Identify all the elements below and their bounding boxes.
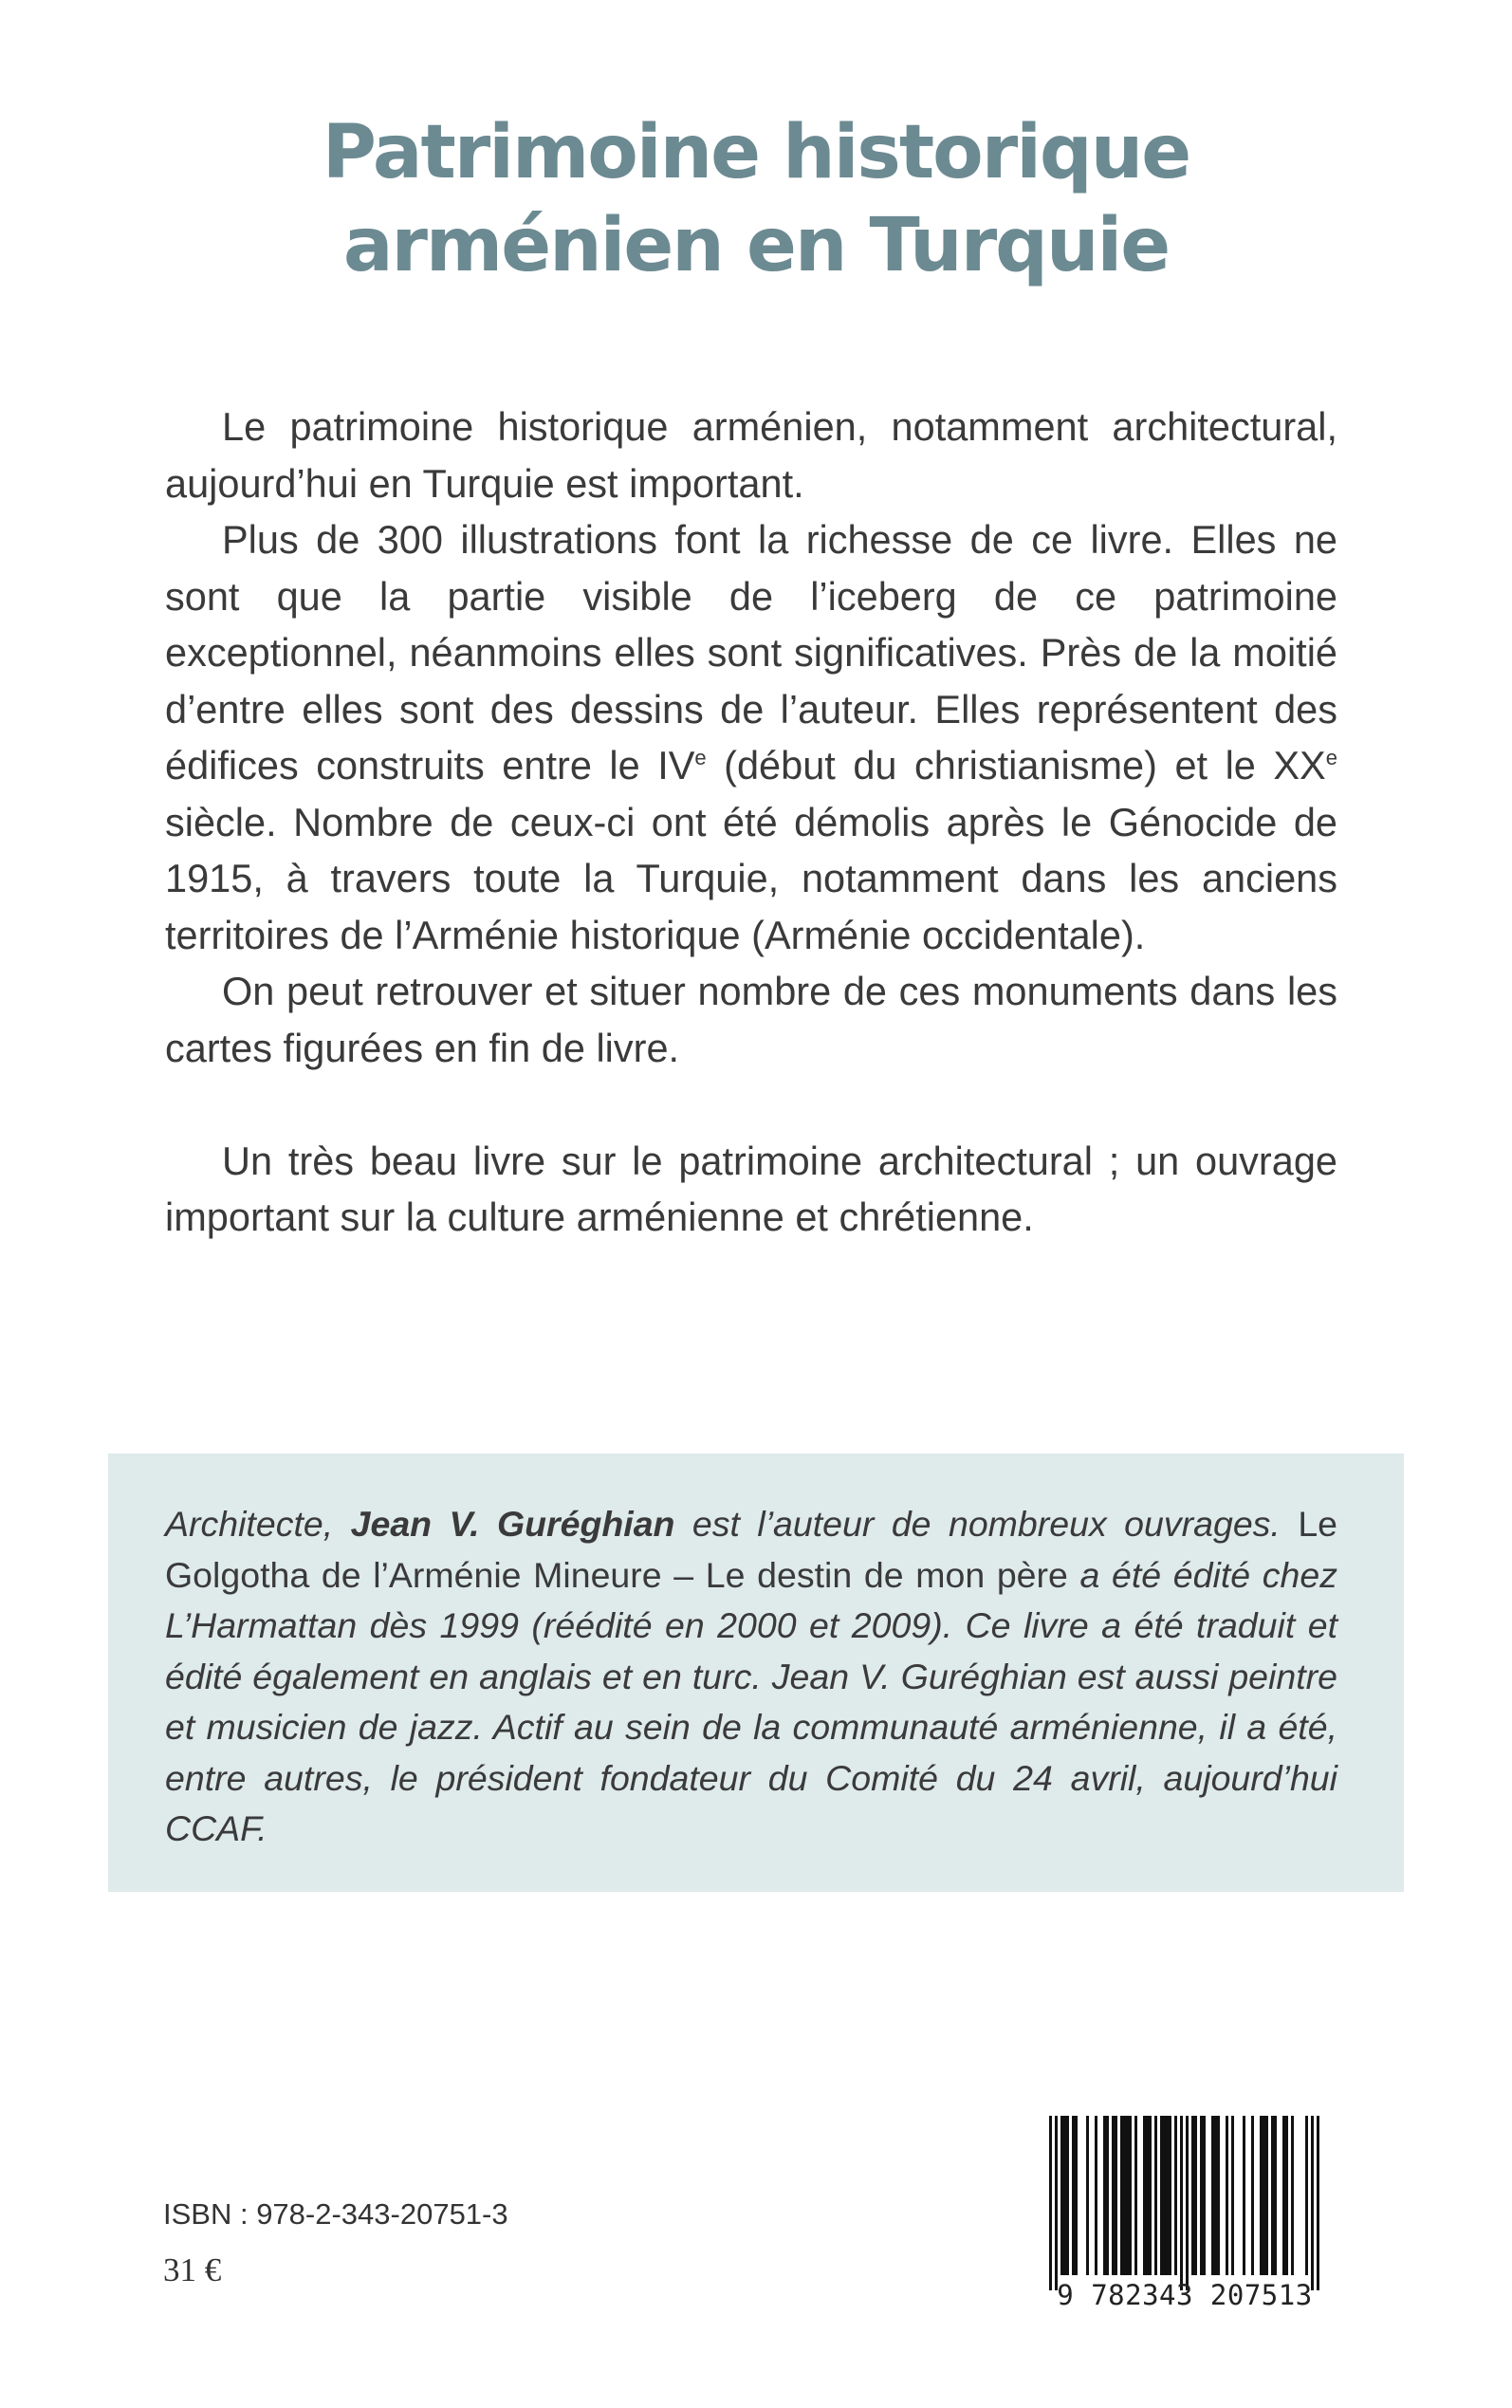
- barcode: [1042, 2116, 1328, 2311]
- barcode-bar: [1265, 2116, 1268, 2275]
- barcode-bar: [1112, 2116, 1115, 2275]
- barcode-bar: [1186, 2116, 1189, 2290]
- author-name: Jean V. Guréghian: [350, 1504, 675, 1544]
- book-title-line-1: Patrimoine historique: [322, 110, 1190, 195]
- barcode-bar: [1115, 2116, 1117, 2275]
- barcode-bar: [1060, 2116, 1063, 2275]
- barcode-bar: [1086, 2116, 1089, 2275]
- barcode-bar: [1311, 2116, 1314, 2290]
- barcode-bar: [1282, 2116, 1285, 2275]
- barcode-bar: [1317, 2116, 1319, 2290]
- barcode-bar: [1169, 2116, 1171, 2275]
- blurb-paragraph-1: Le patrimoine historique arménien, notamment architectural, aujourd’hui en Turquie est important.: [165, 404, 1337, 506]
- barcode-bar: [1200, 2116, 1203, 2275]
- barcode-bar: [1203, 2116, 1206, 2275]
- barcode-bar: [1149, 2116, 1152, 2275]
- barcode-bar: [1166, 2116, 1169, 2275]
- barcode-bar: [1214, 2116, 1217, 2275]
- barcode-bar: [1263, 2116, 1265, 2275]
- barcode-bar: [1103, 2116, 1106, 2275]
- book-title: [0, 106, 1512, 292]
- barcode-bar: [1291, 2116, 1294, 2275]
- barcode-bar: [1231, 2116, 1234, 2275]
- barcode-bar: [1055, 2116, 1058, 2290]
- barcode-bar: [1120, 2116, 1123, 2275]
- barcode-bar: [1211, 2116, 1214, 2275]
- barcode-bar: [1146, 2116, 1149, 2275]
- barcode-bar: [1154, 2116, 1157, 2275]
- isbn-label: ISBN : 978-2-343-20751-3: [163, 2197, 508, 2231]
- barcode-bar: [1126, 2116, 1129, 2275]
- barcode-bar: [1163, 2116, 1166, 2275]
- author-bio-text: [165, 1499, 1337, 1855]
- barcode-bar: [1106, 2116, 1109, 2275]
- barcode-bar: [1191, 2116, 1194, 2275]
- blurb-paragraph-2-part-3: siècle. Nombre de ceux-ci ont été démolis après le Génocide de 1915, à travers toute la Turquie, notamment dans les anciens territoires de l’Arménie historique (Arménie occidentale).: [165, 799, 1337, 957]
- book-title-line-2: arménien en Turquie: [342, 203, 1170, 288]
- barcode-bar: [1072, 2116, 1075, 2275]
- barcode-bar: [1274, 2116, 1277, 2275]
- superscript-e-1: e: [694, 746, 707, 770]
- barcode-bar: [1123, 2116, 1126, 2275]
- barcode-bar: [1226, 2116, 1228, 2275]
- barcode-bar: [1066, 2116, 1069, 2275]
- blurb-paragraph-4: Un très beau livre sur le patrimoine architectural ; un ouvrage important sur la culture arménienne et chrétienne.: [165, 1138, 1337, 1239]
- author-bio-part-2: a été édité chez L’Harmattan dès 1999 (réédité en 2000 et 2009). Ce livre a été traduit et édité également en anglais et en turc. Jean V. Guréghian est aussi peintre et musicien de jazz. Actif au sein de la communauté arménienne, il a été, entre autres, le président fondateur du Comité du 24 avril, aujourd’hui CCAF.: [165, 1554, 1337, 1848]
- previous-book-title: Le Golgotha de l’Arménie Mineure – Le destin de mon père: [165, 1504, 1338, 1595]
- barcode-bar: [1063, 2116, 1066, 2275]
- barcode-bar: [1049, 2116, 1052, 2290]
- blurb-paragraph-2-part-2: (début du christianisme) et le XX: [706, 743, 1326, 787]
- blurb-paragraph-2-part-1: Plus de 300 illustrations font la richesse de ce livre. Elles ne sont que la partie visible de l’iceberg de ce patrimoine exceptionnel, néanmoins elles sont significatives. Près de la moitié d’entre elles sont des dessins de l’auteur. Elles représentent des édifices construits entre le IV: [165, 517, 1337, 787]
- author-bio-box: [108, 1454, 1404, 1892]
- back-cover-blurb: [165, 398, 1337, 1246]
- superscript-e-2: e: [1325, 746, 1337, 770]
- barcode-bar: [1285, 2116, 1288, 2275]
- barcode-bar: [1305, 2116, 1308, 2275]
- barcode-bar: [1251, 2116, 1254, 2275]
- barcode-bar: [1160, 2116, 1163, 2275]
- barcode-bar: [1217, 2116, 1220, 2275]
- barcode-digits: 9 782343 207513: [1057, 2279, 1313, 2311]
- blurb-paragraph-2: [165, 511, 1337, 963]
- price-label: 31 €: [163, 2251, 222, 2288]
- barcode-bar: [1129, 2116, 1132, 2275]
- barcode-bar: [1180, 2116, 1183, 2290]
- barcode-bar: [1194, 2116, 1197, 2275]
- barcode-bar: [1243, 2116, 1245, 2275]
- barcode-bar: [1095, 2116, 1097, 2275]
- blurb-paragraph-3: On peut retrouver et situer nombre de ces monuments dans les cartes figurées en fin de livre.: [165, 969, 1337, 1070]
- barcode-bar: [1260, 2116, 1263, 2275]
- barcode-bar: [1143, 2116, 1146, 2275]
- author-bio-part-1: est l’auteur de nombreux ouvrages.: [674, 1504, 1281, 1544]
- barcode-bar: [1134, 2116, 1137, 2275]
- barcode-bar: [1075, 2116, 1078, 2275]
- author-bio-intro: Architecte,: [165, 1504, 351, 1544]
- barcode-bar: [1271, 2116, 1274, 2275]
- barcode-bar: [1174, 2116, 1177, 2275]
